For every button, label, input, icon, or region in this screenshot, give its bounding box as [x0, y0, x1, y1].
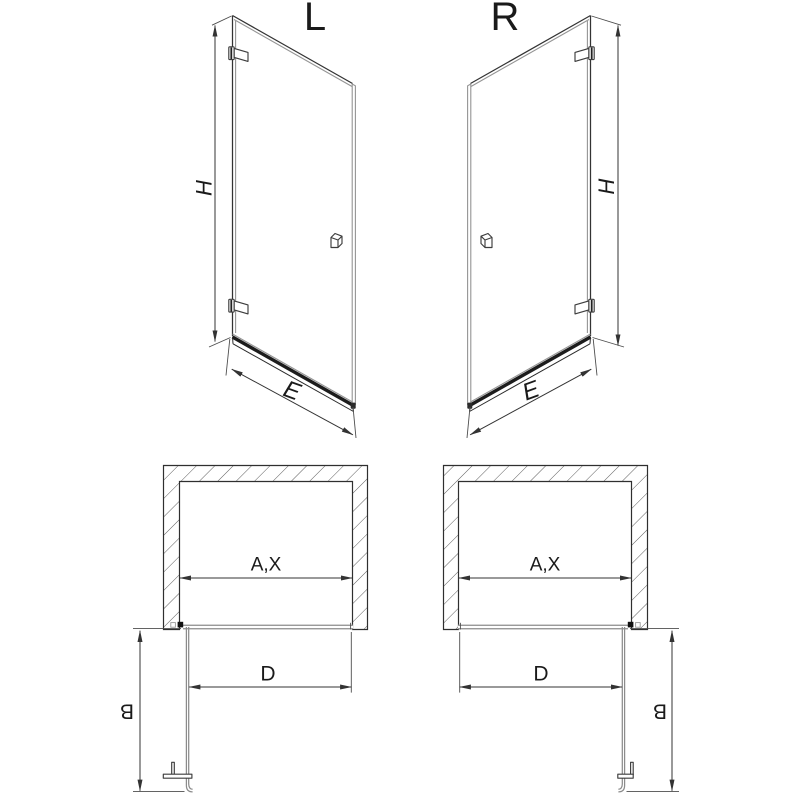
plan-view-right	[444, 466, 680, 792]
door-handle-icon	[163, 762, 192, 778]
dim-label-e: E	[518, 375, 544, 407]
door-handle-icon	[618, 762, 633, 778]
handle-knob-icon	[481, 234, 492, 248]
dim-label-h: H	[593, 178, 619, 194]
front-view-left	[192, 0, 357, 438]
dim-label-ax: A,X	[529, 554, 561, 576]
handle-knob-icon	[331, 234, 342, 248]
plan-view-left	[120, 466, 368, 792]
dim-label-ax: A,X	[250, 554, 282, 576]
dim-opening-left	[180, 555, 352, 579]
wall	[444, 466, 648, 630]
variant-label-right: R	[490, 0, 520, 39]
front-view-right	[467, 0, 624, 438]
door-top-edge	[471, 16, 591, 84]
dim-label-b: B	[119, 699, 135, 723]
wall	[164, 466, 368, 630]
dim-depth-right	[627, 629, 680, 792]
door-closed	[183, 623, 353, 630]
variant-label-left: L	[303, 0, 327, 39]
hinge-icon	[575, 47, 594, 62]
dim-label-e: E	[279, 375, 305, 407]
dim-label-d: D	[533, 662, 549, 686]
door-open	[186, 627, 192, 792]
dim-height-right	[592, 16, 625, 347]
hinge-icon	[575, 299, 594, 314]
dim-label-h: H	[191, 180, 217, 196]
dim-opening-right	[459, 555, 631, 579]
hinge-icon	[229, 47, 248, 62]
hinge-icon	[229, 299, 248, 314]
dim-width-right	[467, 339, 597, 438]
door-top-edge	[233, 16, 353, 84]
dim-clear-width-left	[189, 632, 351, 693]
dim-height-left	[192, 16, 232, 347]
door-closed	[458, 623, 628, 630]
dim-label-b: B	[652, 699, 668, 723]
dim-width-left	[226, 339, 356, 438]
door-open	[618, 627, 624, 792]
dim-clear-width-right	[460, 632, 622, 693]
dim-label-d: D	[260, 662, 276, 686]
